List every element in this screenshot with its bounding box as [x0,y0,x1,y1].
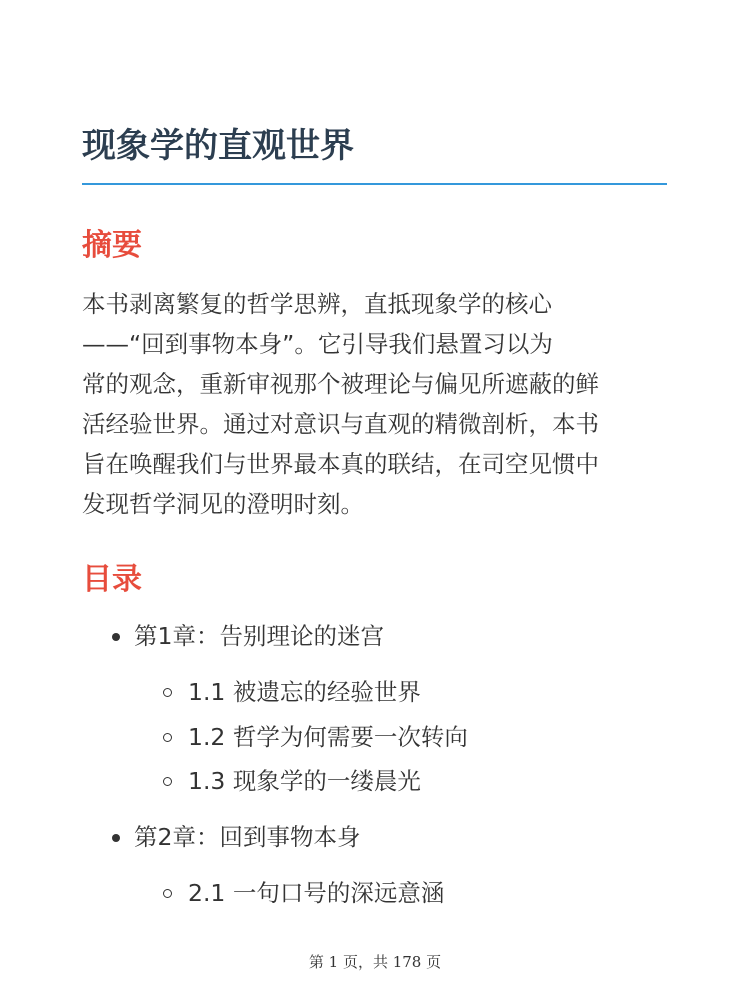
page-number-footer: 第 1 页，共 178 页 [308,953,442,971]
toc-heading: 目录 [82,562,142,597]
bullet-circle-icon [163,777,172,786]
abstract-heading: 摘要 [82,228,142,263]
title-divider [82,183,667,185]
toc-section-label: 2.1 一句口号的深远意涵 [188,879,445,907]
toc-chapter-1[interactable] [134,621,384,651]
toc-chapter-2[interactable] [134,822,360,852]
toc-section-1-3[interactable] [188,766,421,796]
toc-section-1-2[interactable] [188,722,468,752]
toc-section-label: 1.2 哲学为何需要一次转向 [188,723,468,751]
abstract-line: 常的观念，重新审视那个被理论与偏见所遮蔽的鲜 [82,370,599,398]
toc-section-1-1[interactable] [188,677,421,707]
bullet-circle-icon [163,889,172,898]
abstract-line: 活经验世界。通过对意识与直观的精微剖析，本书 [82,410,599,438]
bullet-circle-icon [163,688,172,697]
bullet-circle-icon [163,733,172,742]
document-title: 现象学的直观世界 [82,126,354,166]
toc-chapter-label: 第2章：回到事物本身 [134,823,361,851]
abstract-line: 旨在唤醒我们与世界最本真的联结，在司空见惯中 [82,450,599,478]
abstract-paragraph [82,284,670,524]
bullet-disc-icon [112,834,120,842]
bullet-disc-icon [112,633,120,641]
toc-section-label: 1.1 被遗忘的经验世界 [188,678,421,706]
abstract-line: 本书剥离繁复的哲学思辨，直抵现象学的核心 [82,290,552,318]
toc-section-2-1[interactable] [188,878,444,908]
abstract-line: 发现哲学洞见的澄明时刻。 [82,490,364,518]
toc-section-label: 1.3 现象学的一缕晨光 [188,767,421,795]
toc-chapter-label: 第1章：告别理论的迷宫 [134,622,384,650]
abstract-line: ——“回到事物本身”。它引导我们悬置习以为 [82,330,553,358]
